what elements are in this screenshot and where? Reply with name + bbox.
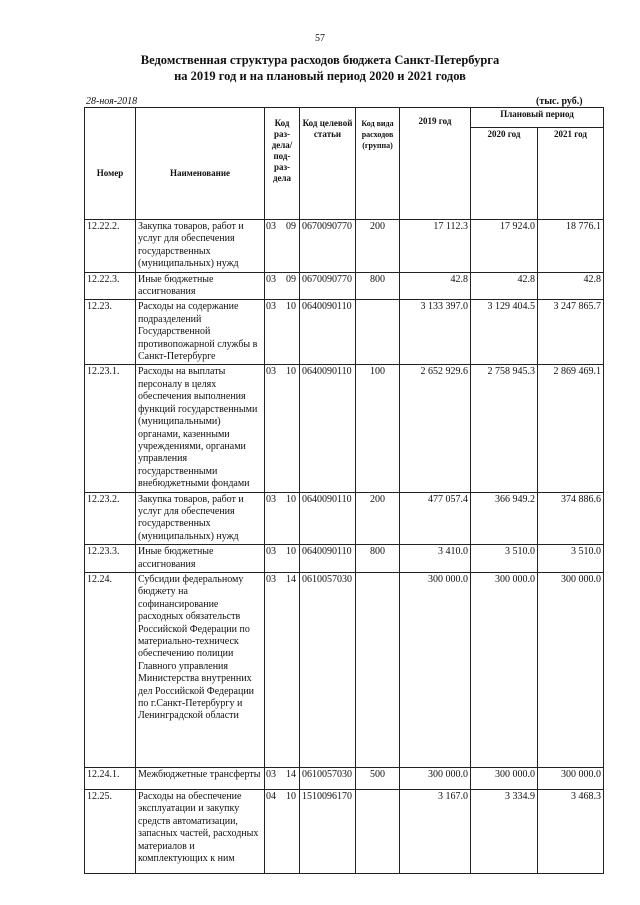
row-amount-2021: 3 247 865.7 — [538, 300, 604, 365]
row-expense-type: 800 — [356, 545, 400, 573]
table-row — [85, 365, 604, 492]
row-amount-2019: 477 057.4 — [400, 492, 471, 545]
row-name: Расходы на обеспечение эксплуатации и закупку средств автоматизации, запасных частей, расходных материалов и комплектующих к ним — [136, 789, 265, 873]
row-expense-type: 500 — [356, 767, 400, 789]
subsection-code: 09 — [286, 273, 296, 285]
row-amount-2020: 300 000.0 — [471, 572, 538, 767]
row-amount-2021: 2 869 469.1 — [538, 365, 604, 492]
row-name: Закупка товаров, работ и услуг для обеспечения государственных (муниципальных) нужд — [136, 492, 265, 545]
subsection-code: 14 — [286, 573, 296, 585]
row-target-code: 0670090770 — [300, 220, 356, 273]
row-section-code — [265, 272, 300, 300]
row-number: 12.23. — [85, 300, 136, 365]
row-amount-2021: 300 000.0 — [538, 572, 604, 767]
row-amount-2021: 3 468.3 — [538, 789, 604, 873]
row-name: Расходы на выплаты персоналу в целях обеспечения выполнения функций государственными (муниципальными) органами, казенными учреждениями, органами управления государственными внебюджетными фондами — [136, 365, 265, 492]
row-target-code: 0640090110 — [300, 545, 356, 573]
subsection-code: 10 — [286, 493, 296, 505]
row-section-code — [265, 365, 300, 492]
row-expense-type — [356, 572, 400, 767]
section-code: 04 — [266, 790, 276, 802]
row-name: Субсидии федеральному бюджету на софинансирование расходных обязательств Российской Федерации по материально-техническ обеспечению полиции Главного управления Министерства внутренних дел Российской Федерации по г.Санкт-Петербургу и Ленинградской области — [136, 572, 265, 767]
row-expense-type: 200 — [356, 492, 400, 545]
row-target-code: 0670090770 — [300, 272, 356, 300]
row-amount-2019: 42.8 — [400, 272, 471, 300]
section-code: 03 — [266, 301, 276, 313]
row-amount-2020: 17 924.0 — [471, 220, 538, 273]
row-section-code — [265, 220, 300, 273]
row-expense-type — [356, 789, 400, 873]
row-number: 12.24.1. — [85, 767, 136, 789]
page-number: 57 — [315, 33, 325, 44]
row-amount-2019: 17 112.3 — [400, 220, 471, 273]
row-amount-2020: 366 949.2 — [471, 492, 538, 545]
row-amount-2021: 18 776.1 — [538, 220, 604, 273]
table-row — [85, 220, 604, 273]
row-expense-type: 100 — [356, 365, 400, 492]
subsection-code: 09 — [286, 221, 296, 232]
row-amount-2020: 2 758 945.3 — [471, 365, 538, 492]
row-target-code: 0640090110 — [300, 492, 356, 545]
header-year-2020: 2020 год — [471, 128, 538, 220]
section-code: 03 — [266, 573, 276, 585]
row-target-code: 0640090110 — [300, 365, 356, 492]
table-row — [85, 767, 604, 789]
row-section-code — [265, 492, 300, 545]
row-expense-type: 800 — [356, 272, 400, 300]
document-date: 28-ноя-2018 — [86, 96, 138, 107]
section-code: 03 — [266, 493, 276, 505]
row-name: Расходы на содержание подразделений Государственной противопожарной службы в Санкт-Петербурге — [136, 300, 265, 365]
row-target-code: 1510096170 — [300, 789, 356, 873]
row-number: 12.23.1. — [85, 365, 136, 492]
section-code: 03 — [266, 221, 276, 232]
row-name: Иные бюджетные ассигнования — [136, 272, 265, 300]
section-code: 03 — [266, 546, 276, 558]
subsection-code: 10 — [286, 790, 296, 802]
table-row — [85, 300, 604, 365]
header-number: Номер — [85, 108, 136, 220]
row-expense-type: 200 — [356, 220, 400, 273]
row-amount-2019: 2 652 929.6 — [400, 365, 471, 492]
subsection-code: 10 — [286, 366, 296, 378]
row-section-code — [265, 545, 300, 573]
row-amount-2020: 3 334.9 — [471, 789, 538, 873]
row-amount-2019: 300 000.0 — [400, 767, 471, 789]
subsection-code: 10 — [286, 546, 296, 558]
row-amount-2020: 300 000.0 — [471, 767, 538, 789]
row-number: 12.22.2. — [85, 220, 136, 273]
row-number: 12.23.2. — [85, 492, 136, 545]
expenses-table — [84, 107, 604, 874]
table-row — [85, 545, 604, 573]
row-section-code — [265, 300, 300, 365]
row-number: 12.22.3. — [85, 272, 136, 300]
row-amount-2021: 374 886.6 — [538, 492, 604, 545]
table-row — [85, 272, 604, 300]
row-name: Закупка товаров, работ и услуг для обеспечения государственных (муниципальных) нужд — [136, 220, 265, 273]
section-code: 03 — [266, 366, 276, 378]
row-number: 12.23.3. — [85, 545, 136, 573]
row-section-code — [265, 572, 300, 767]
row-number: 12.24. — [85, 572, 136, 767]
section-code: 03 — [266, 768, 276, 780]
header-section-code: Код раз- дела/ под- раз- дела — [265, 108, 300, 220]
row-target-code: 0610057030 — [300, 572, 356, 767]
row-name: Межбюджетные трансферты — [136, 767, 265, 789]
row-amount-2019: 3 410.0 — [400, 545, 471, 573]
header-year-2019: 2019 год — [400, 108, 471, 220]
subsection-code: 10 — [286, 301, 296, 313]
header-year-2021: 2021 год — [538, 128, 604, 220]
row-target-code: 0610057030 — [300, 767, 356, 789]
header-target-code: Код целевой статьи — [300, 108, 356, 220]
row-target-code: 0640090110 — [300, 300, 356, 365]
row-amount-2021: 42.8 — [538, 272, 604, 300]
section-code: 03 — [266, 273, 276, 285]
subsection-code: 14 — [286, 768, 296, 780]
row-amount-2019: 3 133 397.0 — [400, 300, 471, 365]
row-number: 12.25. — [85, 789, 136, 873]
table-row — [85, 789, 604, 873]
row-amount-2019: 3 167.0 — [400, 789, 471, 873]
table-row — [85, 572, 604, 767]
row-section-code — [265, 789, 300, 873]
row-amount-2021: 3 510.0 — [538, 545, 604, 573]
row-expense-type — [356, 300, 400, 365]
row-amount-2019: 300 000.0 — [400, 572, 471, 767]
header-expense-type-code: Код вида расходов (группа) — [356, 108, 400, 220]
row-section-code — [265, 767, 300, 789]
row-amount-2020: 3 510.0 — [471, 545, 538, 573]
header-planned-period: Плановый период — [471, 108, 604, 128]
units-label: (тыс. руб.) — [536, 96, 583, 107]
row-amount-2020: 42.8 — [471, 272, 538, 300]
document-title-line-2: на 2019 год и на плановый период 2020 и 2021 годов — [174, 69, 466, 83]
table-row — [85, 492, 604, 545]
row-amount-2020: 3 129 404.5 — [471, 300, 538, 365]
document-title-line-1: Ведомственная структура расходов бюджета Санкт-Петербурга — [140, 53, 500, 67]
row-amount-2021: 300 000.0 — [538, 767, 604, 789]
header-name: Наименование — [136, 108, 265, 220]
row-name: Иные бюджетные ассигнования — [136, 545, 265, 573]
